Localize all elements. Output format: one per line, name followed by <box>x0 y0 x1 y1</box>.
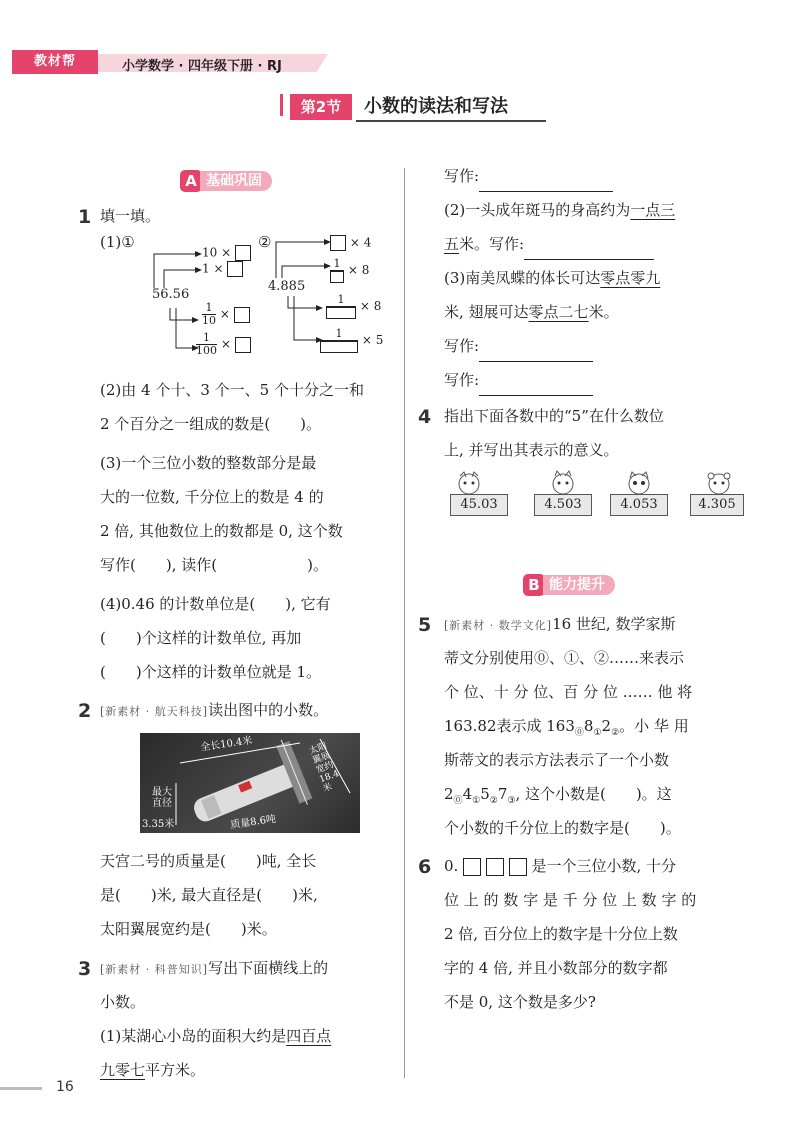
q1-sub2-line2: 2 个百分之一组成的数是( )。 <box>100 415 322 433</box>
header-title: 小学数学 · 四年级下册 · RJ <box>122 59 282 74</box>
q1-title: 填一填。 <box>100 207 161 225</box>
q3-sub1-write: 写作: <box>444 160 613 192</box>
fraction: $\frac{1}{10}$ <box>202 301 216 327</box>
cartoon-animal-icon <box>704 470 734 496</box>
fraction: 1 <box>330 258 344 283</box>
number-card-value: 45.03 <box>450 494 508 516</box>
q1-sub3-line4: 写作( ), 读作( )。 <box>100 556 328 574</box>
q2-line1: 天宫二号的质量是( )吨, 全长 <box>100 852 317 870</box>
q2-text: 读出图中的小数。 <box>208 701 329 719</box>
q3-sub1-line1: (1)某湖心小岛的面积大约是四百点 <box>100 1027 332 1045</box>
number-card <box>446 470 512 520</box>
q3-sub1-underlined-b: 九零七 <box>100 1061 146 1079</box>
section-marker <box>280 94 286 116</box>
q5-line4: 163.82表示成 $163_⓪8_①2_②$。小 华 用 <box>444 717 689 738</box>
q1-part1-label: (1)① <box>100 233 135 251</box>
q6-number: 6 <box>418 856 432 878</box>
q1-r2-row-d-label: × 5 <box>361 333 384 347</box>
q1-r2-row-a-label: × 4 <box>349 235 372 250</box>
answer-box[interactable] <box>227 261 243 277</box>
fraction: 1 <box>326 294 356 319</box>
q3-sub2-underlined-b: 五 <box>444 235 460 253</box>
q1-number-4-885: 4.885 <box>268 279 306 294</box>
section-number: 第2节 <box>290 94 352 120</box>
number-card-value: 4.305 <box>690 494 744 516</box>
q1-r2-row-c <box>326 294 381 319</box>
fraction: 1 <box>320 328 358 353</box>
q5-number: 5 <box>418 614 432 636</box>
fraction: $\frac{1}{100}$ <box>196 331 217 357</box>
q1-part2-label: ② <box>258 233 272 251</box>
q3-line2: 小数。 <box>100 993 146 1011</box>
q1-sub3-line1: (3)一个三位小数的整数部分是最 <box>100 454 317 472</box>
photo-mass-label: 质量8.6吨 <box>229 813 277 832</box>
part-b-title: 能力提升 <box>543 575 615 595</box>
q1-row-b-label: 1 × <box>202 261 224 276</box>
answer-line[interactable] <box>524 242 654 260</box>
number-card <box>686 470 752 520</box>
column-divider <box>404 168 405 1078</box>
q5-line1: [新素材 · 数学文化]16 世纪, 数学家斯 <box>444 615 676 633</box>
section-name: 小数的读法和写法 <box>356 92 546 122</box>
q4-number-cards <box>446 470 746 526</box>
q1-r2-row-b <box>330 258 369 283</box>
times-sign: × <box>219 307 230 321</box>
q1-r2-row-a <box>330 235 371 251</box>
q5-line3: 个 位、十 分 位、百 分 位 …… 他 将 <box>444 683 693 701</box>
q3-sub3-write-2: 写作: <box>444 364 593 396</box>
q6-line5: 不是 0, 这个数是多少? <box>444 993 596 1011</box>
times-sign: × <box>220 337 231 351</box>
q2-prompt <box>100 694 328 728</box>
q1-sub2-line1: (2)由 4 个十、3 个一、5 个十分之一和 <box>100 381 364 399</box>
q3-sub2-underlined-a: 一点三 <box>630 201 676 219</box>
q1-sub3-line2: 大的一位数, 千分位上的数是 4 的 <box>100 488 324 506</box>
q3-sub3-write-1: 写作: <box>444 330 593 362</box>
q4-line2: 上, 并写出其表示的意义。 <box>444 441 619 459</box>
q5-line5: 斯蒂文的表示方法表示了一个小数 <box>444 751 670 769</box>
part-a-letter: A <box>180 170 202 192</box>
q6-line4: 字的 4 倍, 并且小数部分的数字都 <box>444 959 668 977</box>
q3-sub3-line2: 米, 翅展可达零点二七米。 <box>444 303 619 321</box>
footer-line <box>0 1087 42 1090</box>
answer-box[interactable] <box>326 307 356 319</box>
photo-diameter-value: 3.35米 <box>142 819 175 830</box>
cartoon-animal-icon <box>624 470 654 496</box>
q3-sub1-underlined-a: 四百点 <box>286 1027 332 1045</box>
q2-line3: 太阳翼展宽约是( )米。 <box>100 920 277 938</box>
q3-sub3-underlined-a: 零点零九 <box>600 269 661 287</box>
q1-row-a <box>202 245 251 261</box>
answer-box[interactable] <box>235 337 251 353</box>
answer-box[interactable] <box>330 235 346 251</box>
cartoon-animal-icon <box>548 470 578 496</box>
digit-box[interactable] <box>486 858 504 876</box>
q5-line2: 蒂文分别使用⓪、①、②……来表示 <box>444 649 685 667</box>
answer-box[interactable] <box>330 271 344 283</box>
q3-sub2-line2: 五米。写作: <box>444 228 654 260</box>
q6-line1: 0. 是一个三位小数, 十分 <box>444 857 676 875</box>
answer-line[interactable] <box>479 378 593 396</box>
q3-sub2-line1: (2)一头成年斑马的身高约为一点三 <box>444 201 676 219</box>
q1-r2-row-b-label: × 8 <box>347 263 370 277</box>
q5-tag: [新素材 · 数学文化] <box>444 619 553 632</box>
answer-line[interactable] <box>479 344 593 362</box>
digit-box[interactable] <box>509 858 527 876</box>
q4-line1: 指出下面各数中的“5”在什么数位 <box>444 407 664 425</box>
photo-length-label: 全长10.4米 <box>199 735 254 754</box>
answer-box[interactable] <box>234 307 250 323</box>
q6-line3: 2 倍, 百分位上的数字是十分位上数 <box>444 925 678 943</box>
part-a-title: 基础巩固 <box>200 171 272 191</box>
q3-number: 3 <box>78 958 92 980</box>
cartoon-animal-icon <box>454 470 484 496</box>
answer-box[interactable] <box>235 245 251 261</box>
q3-sub3-line1: (3)南美凤蝶的体长可达零点零九 <box>444 269 661 287</box>
q1-sub4-line1: (4)0.46 的计数单位是( ), 它有 <box>100 595 331 613</box>
q3-tag: [新素材 · 科普知识] <box>100 963 209 976</box>
digit-box[interactable] <box>463 858 481 876</box>
header-badge: 教材帮 <box>12 50 98 74</box>
q1-row-a-label: 10 × <box>202 245 232 260</box>
number-card-value: 4.503 <box>534 494 592 516</box>
answer-line[interactable] <box>479 174 613 192</box>
part-b-letter: B <box>523 574 545 596</box>
number-card <box>530 470 596 520</box>
q6-line2: 位 上 的 数 字 是 千 分 位 上 数 字 的 <box>444 891 697 909</box>
q1-sub4-line2: ( )个这样的计数单位, 再加 <box>100 629 302 647</box>
q3-prompt <box>100 952 328 986</box>
photo-wing-label: 太阳翼展宽约18.4米 <box>307 741 341 795</box>
q1-r2-row-c-label: × 8 <box>359 299 382 313</box>
answer-box[interactable] <box>320 341 358 353</box>
q1-number: 1 <box>78 206 92 228</box>
q1-row-b <box>202 261 243 277</box>
q1-number-56-56: 56.56 <box>152 287 190 302</box>
q2-tag: [新素材 · 航天科技] <box>100 705 209 718</box>
q5-line6: $2_⓪4_①5_②7_③$, 这个小数是( )。这 <box>444 785 672 806</box>
q1-row-d <box>196 332 251 357</box>
q1-r2-row-d <box>320 328 383 353</box>
q1-sub4-line3: ( )个这样的计数单位就是 1。 <box>100 663 322 681</box>
number-card-value: 4.053 <box>610 494 668 516</box>
part-b-banner <box>523 572 615 598</box>
q3-sub3-underlined-b: 零点二七 <box>528 303 589 321</box>
q5-line7: 个小数的千分位上的数字是( )。 <box>444 819 681 837</box>
photo-diameter-label: 最大 直径 <box>152 787 172 809</box>
page-number: 16 <box>56 1079 74 1095</box>
q3-text: 写出下面横线上的 <box>208 959 329 977</box>
q1-row-c <box>202 302 250 327</box>
q3-sub1-line2: 九零七平方米。 <box>100 1061 206 1079</box>
q4-number: 4 <box>418 406 432 428</box>
q2-number: 2 <box>78 700 92 722</box>
q2-line2: 是( )米, 最大直径是( )米, <box>100 886 318 904</box>
part-a-banner <box>180 168 272 194</box>
q1-sub3-line3: 2 倍, 其他数位上的数都是 0, 这个数 <box>100 522 343 540</box>
tiangong-photo <box>140 733 360 833</box>
number-card <box>606 470 672 520</box>
